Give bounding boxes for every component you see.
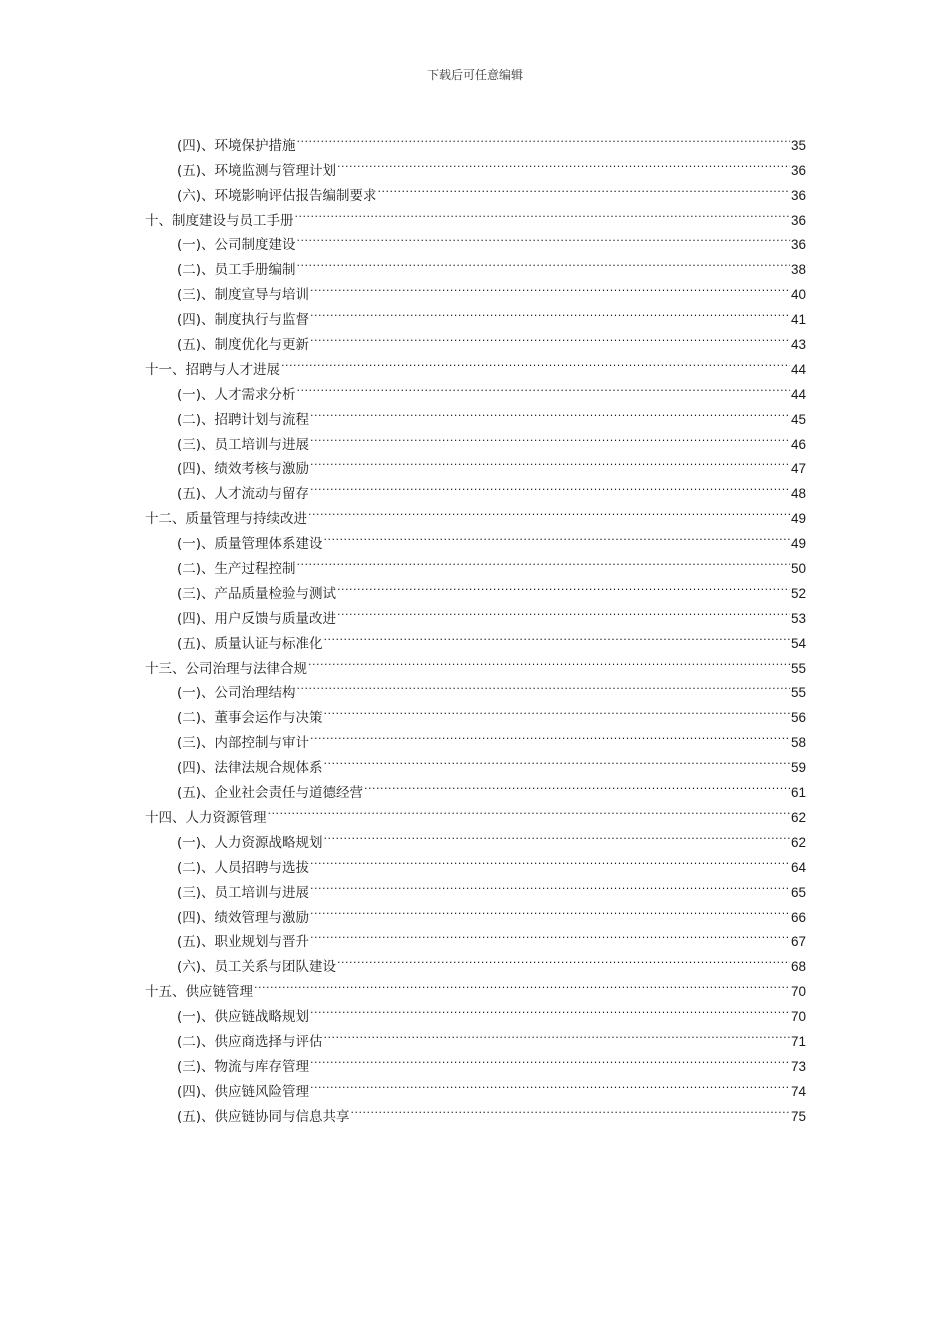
toc-page-number: 40 — [790, 287, 806, 303]
page-header: 下载后可任意编辑 — [426, 68, 523, 82]
toc-dot-leader — [337, 573, 790, 598]
toc-entry-label: (二)、员工手册编制 — [177, 262, 296, 279]
toc-page-number: 71 — [790, 1033, 806, 1049]
toc-page-number: 36 — [790, 162, 806, 178]
toc-page-number: 36 — [790, 187, 806, 203]
toc-entry-label: (三)、员工培训与进展 — [177, 884, 310, 901]
toc-page-number: 62 — [790, 809, 806, 825]
toc-dot-leader — [297, 225, 790, 250]
toc-dot-leader — [254, 971, 790, 996]
toc-dot-leader — [310, 996, 790, 1021]
toc-entry-label: (三)、内部控制与审计 — [177, 735, 310, 752]
toc-dot-leader — [310, 1046, 790, 1071]
toc-page-number: 45 — [790, 411, 806, 427]
toc-entry-label: (一)、人力资源战略规划 — [177, 834, 323, 851]
toc-page-number: 52 — [790, 585, 806, 601]
toc-entry-label: (一)、供应链战略规划 — [177, 1009, 310, 1026]
toc-page-number: 59 — [790, 760, 806, 776]
toc-page-number: 38 — [790, 262, 806, 278]
toc-entry-label: (二)、董事会运作与决策 — [177, 710, 323, 727]
toc-page-number: 47 — [790, 461, 806, 477]
toc-dot-leader — [310, 722, 790, 747]
toc-entry-label: (一)、质量管理体系建设 — [177, 536, 323, 553]
toc-dot-leader — [310, 872, 790, 897]
toc-dot-leader — [295, 200, 790, 225]
toc-dot-leader — [324, 747, 790, 772]
toc-entry-label: 十三、公司治理与法律合规 — [145, 660, 307, 677]
toc-entry-label: (二)、人员招聘与选拔 — [177, 859, 310, 876]
toc-entry-label: (一)、人才需求分析 — [177, 386, 296, 403]
toc-page-number: 36 — [790, 212, 806, 228]
toc-dot-leader — [268, 797, 790, 822]
toc-entry-label: (三)、员工培训与进展 — [177, 436, 310, 453]
toc-dot-leader — [364, 772, 790, 797]
toc-dot-leader — [310, 324, 790, 349]
toc-entry-label: 十一、招聘与人才进展 — [145, 361, 280, 378]
toc-page-number: 35 — [790, 137, 806, 153]
toc-dot-leader — [297, 125, 790, 150]
toc-entry-label: 十五、供应链管理 — [145, 984, 253, 1001]
toc-dot-leader — [308, 498, 790, 523]
toc-dot-leader — [281, 349, 790, 374]
toc-dot-leader — [310, 847, 790, 872]
toc-entry-label: (五)、职业规划与晋升 — [177, 934, 310, 951]
toc-entry-label: (五)、制度优化与更新 — [177, 337, 310, 354]
toc-page-number: 50 — [790, 561, 806, 577]
table-of-contents — [145, 125, 806, 1125]
toc-entry-label: (四)、用户反馈与质量改进 — [177, 610, 337, 627]
toc-page-number: 36 — [790, 237, 806, 253]
toc-dot-leader — [324, 623, 790, 648]
toc-page-number: 73 — [790, 1058, 806, 1074]
toc-page-number: 55 — [790, 685, 806, 701]
toc-page-number: 43 — [790, 337, 806, 353]
toc-dot-leader — [351, 1096, 790, 1121]
toc-page-number: 44 — [790, 386, 806, 402]
toc-page-number: 49 — [790, 511, 806, 527]
toc-entry-label: (一)、公司制度建设 — [177, 237, 296, 254]
toc-dot-leader — [308, 648, 790, 673]
toc-dot-leader — [324, 697, 790, 722]
toc-dot-leader — [337, 150, 790, 175]
toc-dot-leader — [324, 1021, 790, 1046]
toc-entry-label: (三)、制度宣导与培训 — [177, 287, 310, 304]
toc-entry-label: (二)、供应商选择与评估 — [177, 1033, 323, 1050]
toc-page-number: 56 — [790, 710, 806, 726]
toc-entry-label: (一)、公司治理结构 — [177, 685, 296, 702]
toc-dot-leader — [310, 299, 790, 324]
toc-page-number: 66 — [790, 909, 806, 925]
toc-entry-label: (三)、物流与库存管理 — [177, 1058, 310, 1075]
toc-page-number: 64 — [790, 859, 806, 875]
toc-dot-leader — [297, 374, 790, 399]
toc-page-number: 67 — [790, 934, 806, 950]
toc-page-number: 54 — [790, 635, 806, 651]
toc-entry-label: (四)、绩效管理与激励 — [177, 909, 310, 926]
toc-entry-label: (四)、制度执行与监督 — [177, 312, 310, 329]
toc-page-number: 75 — [790, 1108, 806, 1124]
toc-page-number: 74 — [790, 1083, 806, 1099]
toc-entry-label: (三)、产品质量检验与测试 — [177, 585, 337, 602]
toc-page-number: 55 — [790, 660, 806, 676]
toc-dot-leader — [310, 449, 790, 474]
toc-entry-label: (六)、员工关系与团队建设 — [177, 959, 337, 976]
toc-dot-leader — [324, 822, 790, 847]
toc-page-number: 70 — [790, 1009, 806, 1025]
toc-dot-leader — [324, 523, 790, 548]
toc-page-number: 68 — [790, 959, 806, 975]
toc-dot-leader — [297, 548, 790, 573]
toc-entry-label: 十四、人力资源管理 — [145, 809, 267, 826]
toc-entry-label: (二)、生产过程控制 — [177, 561, 296, 578]
toc-page-number: 58 — [790, 735, 806, 751]
toc-entry-label: (四)、法律法规合规体系 — [177, 760, 323, 777]
toc-section-entry[interactable] — [145, 125, 806, 154]
toc-entry-label: (四)、供应链风险管理 — [177, 1083, 310, 1100]
toc-entry-label: (二)、招聘计划与流程 — [177, 411, 310, 428]
toc-entry-label: 十二、质量管理与持续改进 — [145, 511, 307, 528]
toc-dot-leader — [310, 1071, 790, 1096]
toc-page-number: 48 — [790, 486, 806, 502]
toc-entry-label: (四)、环境保护措施 — [177, 137, 296, 154]
toc-entry-label: (五)、企业社会责任与道德经营 — [177, 785, 364, 802]
toc-page-number: 44 — [790, 361, 806, 377]
toc-dot-leader — [337, 598, 790, 623]
toc-entry-label: (五)、质量认证与标准化 — [177, 635, 323, 652]
toc-dot-leader — [310, 922, 790, 947]
toc-dot-leader — [378, 175, 790, 200]
toc-entry-label: (五)、人才流动与留存 — [177, 486, 310, 503]
toc-page-number: 41 — [790, 312, 806, 328]
toc-page-number: 53 — [790, 610, 806, 626]
toc-page-number: 46 — [790, 436, 806, 452]
toc-dot-leader — [310, 897, 790, 922]
toc-entry-label: (五)、供应链协同与信息共享 — [177, 1108, 350, 1125]
toc-entry-label: (六)、环境影响评估报告编制要求 — [177, 187, 377, 204]
toc-page-number: 70 — [790, 984, 806, 1000]
toc-page-number: 49 — [790, 536, 806, 552]
toc-dot-leader — [337, 946, 790, 971]
toc-entry-label: (四)、绩效考核与激励 — [177, 461, 310, 478]
toc-dot-leader — [297, 249, 790, 274]
toc-dot-leader — [297, 673, 790, 698]
toc-dot-leader — [310, 274, 790, 299]
toc-dot-leader — [310, 424, 790, 449]
toc-entry-label: (五)、环境监测与管理计划 — [177, 162, 337, 179]
toc-page-number: 65 — [790, 884, 806, 900]
toc-entry-label: 十、制度建设与员工手册 — [145, 212, 294, 229]
toc-dot-leader — [310, 473, 790, 498]
toc-page-number: 61 — [790, 785, 806, 801]
toc-dot-leader — [310, 399, 790, 424]
toc-page-number: 62 — [790, 834, 806, 850]
